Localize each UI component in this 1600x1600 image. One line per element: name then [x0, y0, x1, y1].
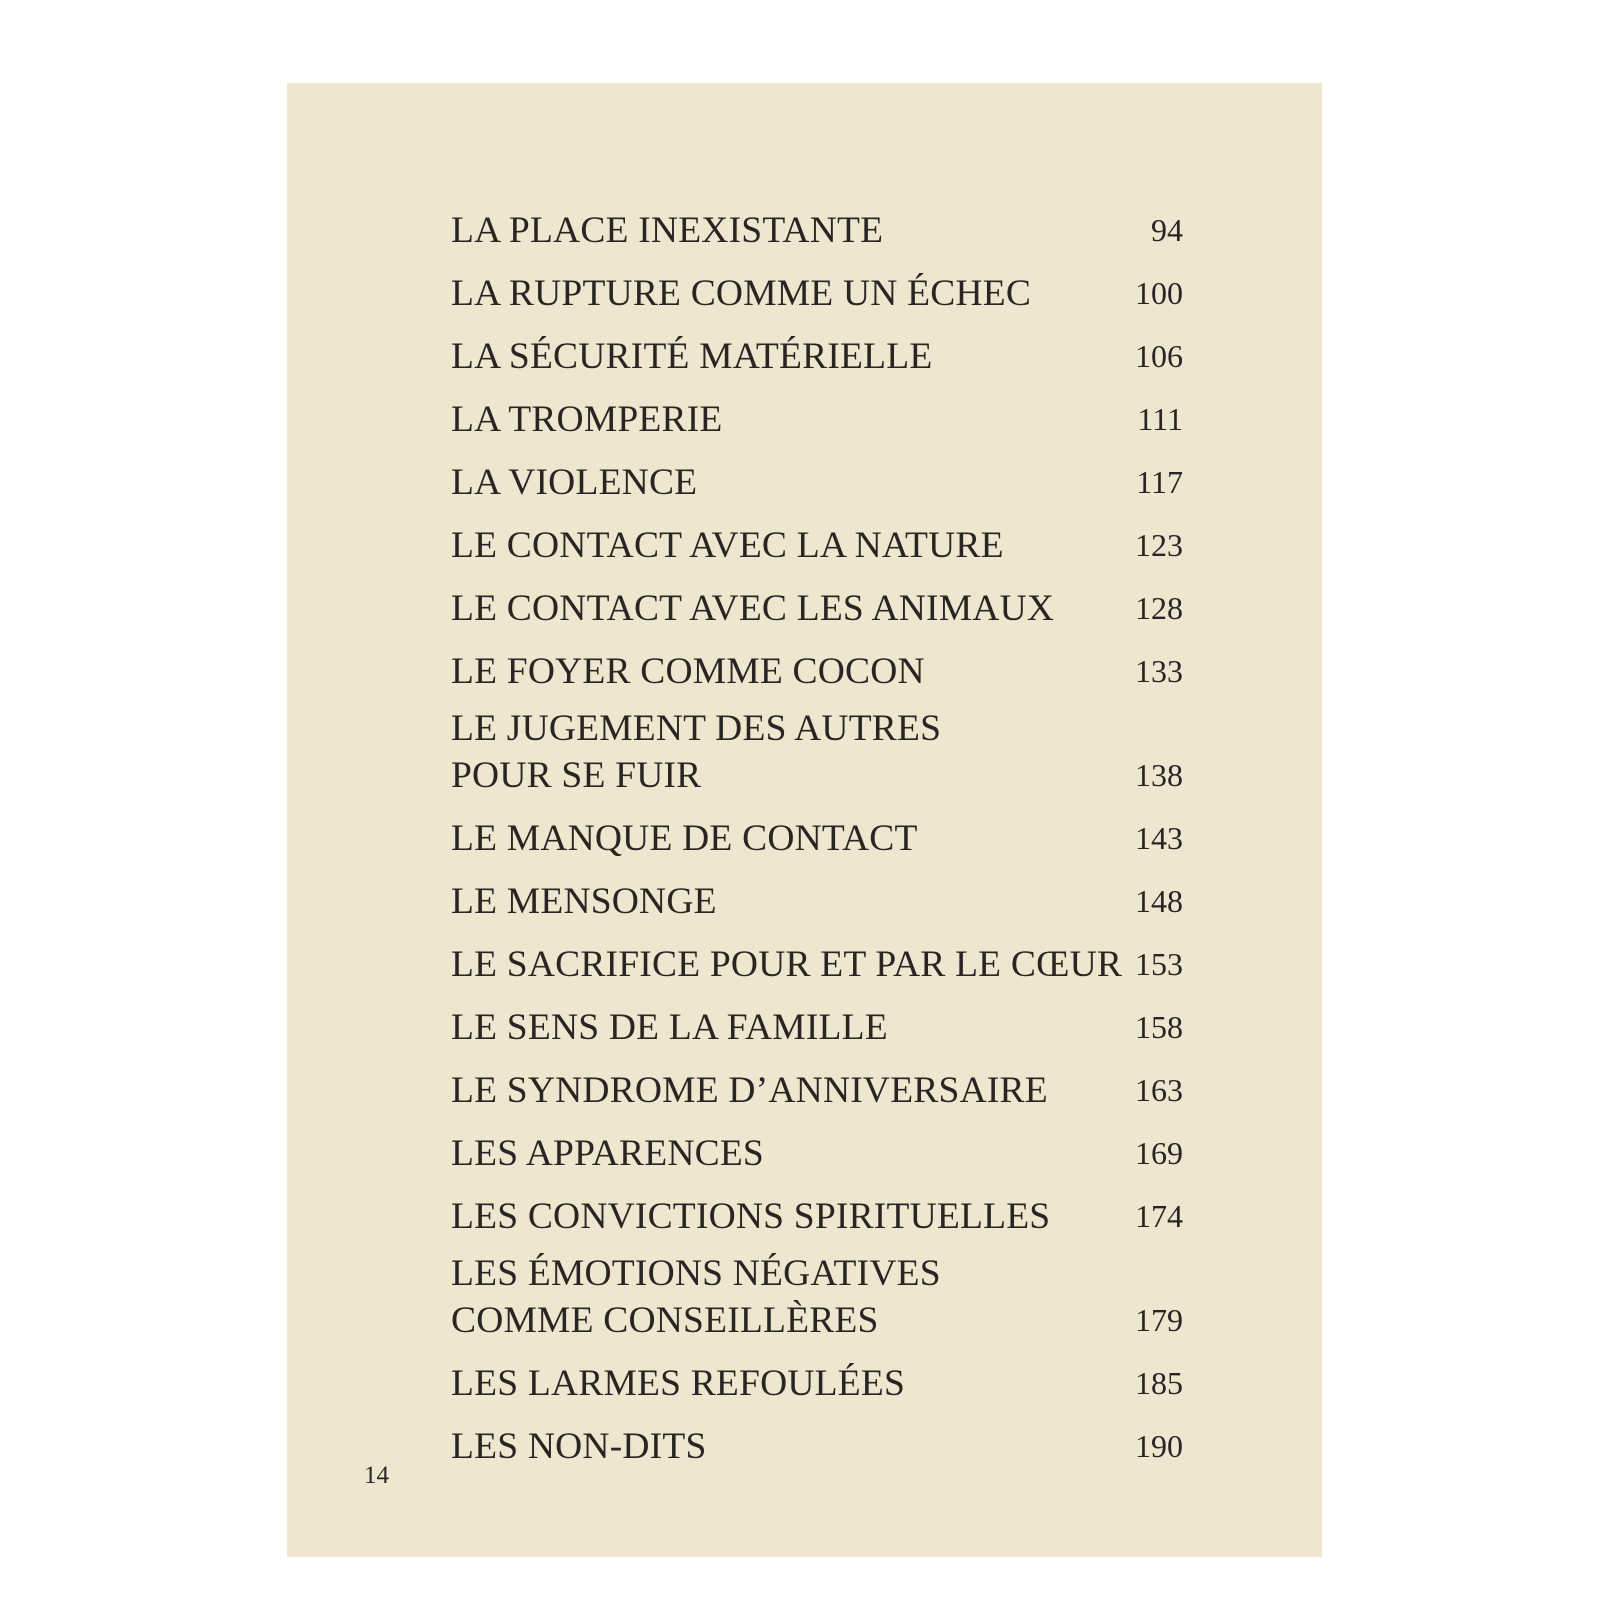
toc-entry-title	[451, 1250, 941, 1344]
toc-entry-title	[451, 1193, 1050, 1240]
toc-entry-page-number: 179	[1135, 1302, 1183, 1338]
toc-entry-title	[451, 1360, 905, 1407]
toc-entry-page-number: 143	[1135, 820, 1183, 856]
toc-entry-title	[451, 815, 918, 862]
toc-entry	[451, 935, 1183, 988]
toc-entry-title-line: LES ÉMOTIONS NÉGATIVES	[451, 1253, 941, 1294]
book-page	[287, 83, 1322, 1557]
toc-entry	[451, 1417, 1183, 1470]
toc-entry	[451, 390, 1183, 443]
toc-entry-title-line: LE JUGEMENT DES AUTRES	[451, 708, 942, 749]
toc-entry	[451, 705, 1183, 799]
toc-entry-title-line: LES APPARENCES	[451, 1133, 764, 1174]
toc-entry-title	[451, 333, 932, 380]
toc-entry-title-line: LE FOYER COMME COCON	[451, 651, 925, 692]
table-of-contents	[451, 201, 1183, 1480]
toc-entry-title-line: LA RUPTURE COMME UN ÉCHEC	[451, 273, 1032, 314]
toc-entry-title	[451, 522, 1004, 569]
toc-entry-page-number: 185	[1135, 1365, 1183, 1401]
toc-entry-title-line: LES CONVICTIONS SPIRITUELLES	[451, 1196, 1051, 1237]
toc-entry-page-number: 117	[1136, 464, 1183, 500]
toc-entry-page-number: 133	[1135, 653, 1183, 689]
toc-entry-title	[451, 207, 883, 254]
toc-entry-page-number: 174	[1135, 1198, 1183, 1234]
toc-entry-title	[451, 396, 723, 443]
toc-entry-page-number: 128	[1135, 590, 1183, 626]
toc-entry	[451, 201, 1183, 254]
toc-entry-title	[451, 941, 1122, 988]
toc-entry-page-number: 190	[1135, 1428, 1183, 1464]
toc-entry-title-line: LE SYNDROME D’ANNIVERSAIRE	[451, 1070, 1048, 1111]
toc-entry-title	[451, 1004, 888, 1051]
toc-entry	[451, 327, 1183, 380]
toc-entry-page-number: 163	[1135, 1072, 1183, 1108]
toc-entry-title-line: LES LARMES REFOULÉES	[451, 1363, 906, 1404]
toc-entry-title-line: LES NON-DITS	[451, 1426, 707, 1467]
toc-entry-title	[451, 705, 941, 799]
toc-entry	[451, 453, 1183, 506]
toc-entry-title-line: LE SENS DE LA FAMILLE	[451, 1007, 888, 1048]
toc-entry-title-line: LE MANQUE DE CONTACT	[451, 818, 918, 859]
toc-entry-title	[451, 270, 1031, 317]
toc-entry	[451, 1124, 1183, 1177]
toc-entry	[451, 642, 1183, 695]
toc-entry	[451, 264, 1183, 317]
toc-entry-title-line: LE CONTACT AVEC LA NATURE	[451, 525, 1004, 566]
toc-entry-title-line: LE CONTACT AVEC LES ANIMAUX	[451, 588, 1055, 629]
toc-entry-page-number: 158	[1135, 1009, 1183, 1045]
toc-entry	[451, 872, 1183, 925]
page-number: 14	[364, 1462, 389, 1489]
toc-entry-title	[451, 1067, 1048, 1114]
toc-entry	[451, 516, 1183, 569]
toc-entry-page-number: 100	[1135, 275, 1183, 311]
toc-entry-page-number: 111	[1137, 401, 1183, 437]
toc-entry-page-number: 123	[1135, 527, 1183, 563]
toc-entry	[451, 1250, 1183, 1344]
toc-entry-title-line: POUR SE FUIR	[451, 755, 702, 796]
toc-entry-title	[451, 585, 1054, 632]
toc-entry-page-number: 153	[1135, 946, 1183, 982]
toc-entry	[451, 998, 1183, 1051]
toc-entry	[451, 1061, 1183, 1114]
toc-entry	[451, 1187, 1183, 1240]
toc-entry-title	[451, 1423, 707, 1470]
toc-entry-title	[451, 459, 697, 506]
toc-entry	[451, 579, 1183, 632]
toc-entry-title-line: COMME CONSEILLÈRES	[451, 1300, 879, 1341]
toc-entry-title-line: LA TROMPERIE	[451, 399, 723, 440]
toc-entry-title	[451, 878, 717, 925]
toc-entry-title-line: LA VIOLENCE	[451, 462, 698, 503]
toc-entry-title	[451, 648, 925, 695]
toc-entry-page-number: 106	[1135, 338, 1183, 374]
toc-entry-page-number: 148	[1135, 883, 1183, 919]
toc-entry	[451, 1354, 1183, 1407]
toc-entry-title-line: LA SÉCURITÉ MATÉRIELLE	[451, 336, 933, 377]
toc-entry-title-line: LE SACRIFICE POUR ET PAR LE CŒUR	[451, 944, 1123, 985]
toc-entry-page-number: 94	[1151, 212, 1183, 248]
toc-entry	[451, 809, 1183, 862]
toc-entry-page-number: 138	[1135, 757, 1183, 793]
toc-entry-title-line: LA PLACE INEXISTANTE	[451, 210, 884, 251]
toc-entry-page-number: 169	[1135, 1135, 1183, 1171]
toc-entry-title-line: LE MENSONGE	[451, 881, 717, 922]
toc-entry-title	[451, 1130, 764, 1177]
